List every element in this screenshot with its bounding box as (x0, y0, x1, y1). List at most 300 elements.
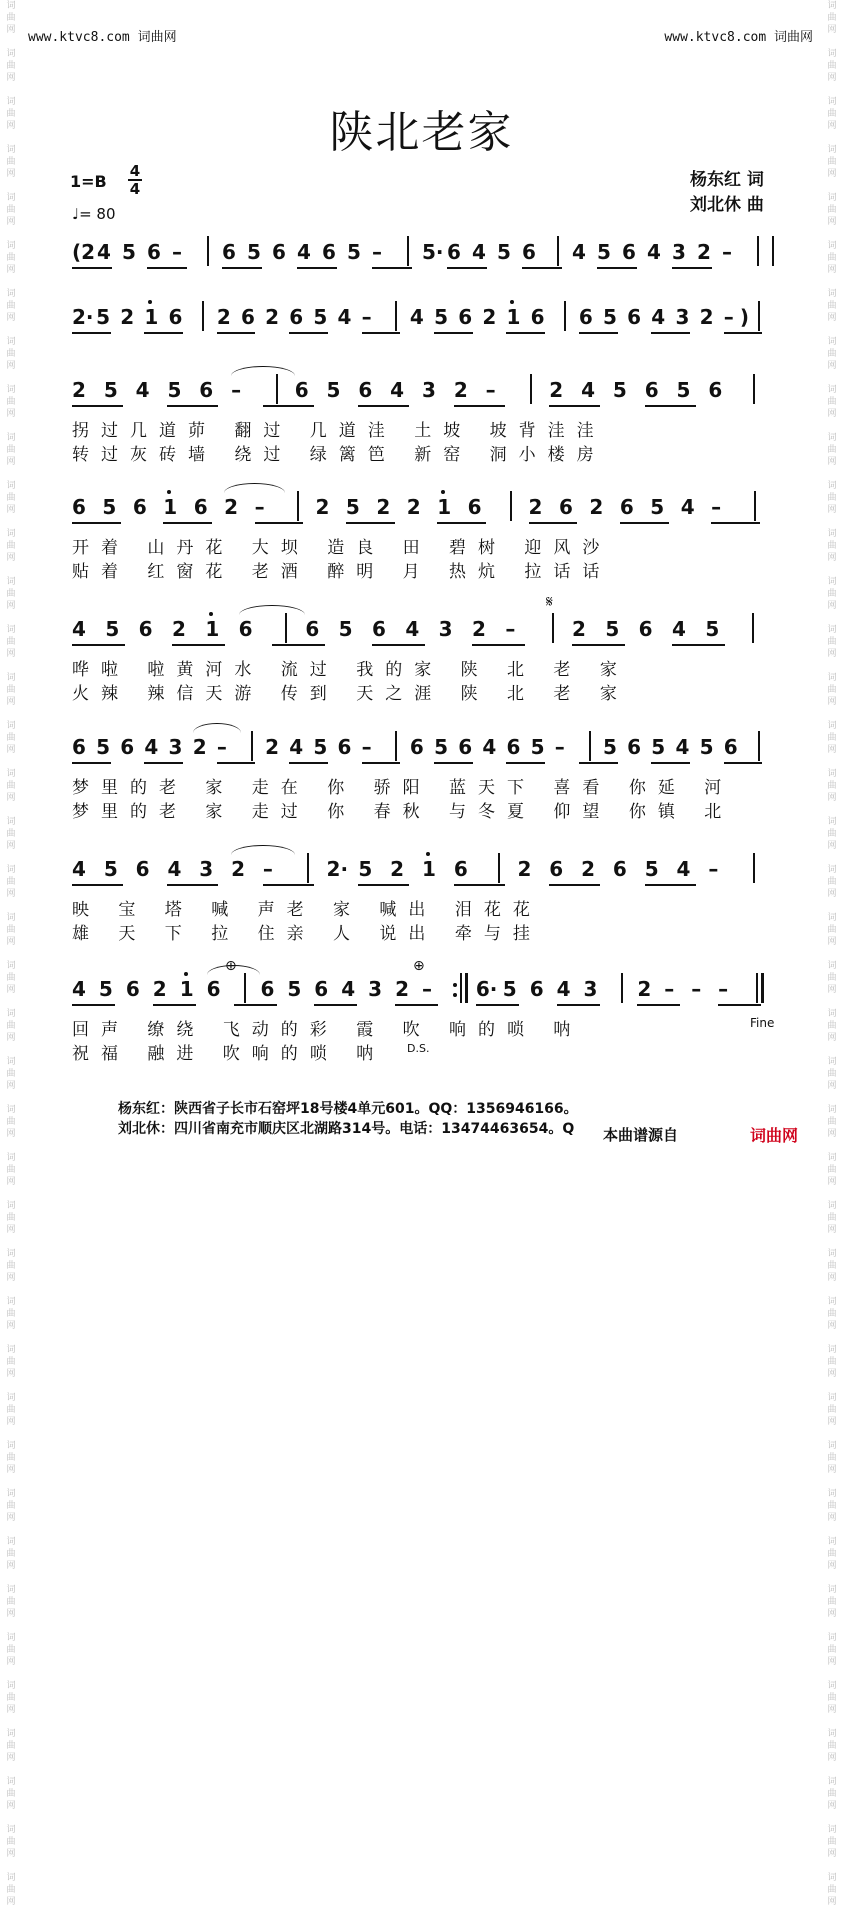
barline (395, 301, 397, 331)
note: 5 (434, 305, 448, 329)
barline (460, 973, 462, 1003)
note: 6 (612, 857, 627, 881)
barline (395, 731, 397, 761)
barline (202, 301, 204, 331)
note: 6 (358, 378, 373, 402)
beam (454, 884, 505, 886)
beam (637, 1004, 680, 1006)
note: – (723, 305, 734, 329)
note: 4 (405, 617, 420, 641)
note: 6 (322, 240, 336, 264)
time-signature (128, 164, 142, 196)
lyric-verse-2: 雄 天 下 拉 住亲 人 说出 牵与挂 (72, 924, 542, 944)
octave-dot (167, 490, 171, 494)
note: – (718, 977, 729, 1001)
note: ) (739, 305, 749, 329)
note: 4 (482, 735, 497, 759)
beam (395, 1004, 438, 1006)
note: – (172, 240, 182, 264)
note: 4 (167, 857, 182, 881)
note: 3 (422, 378, 436, 402)
note: 6 (506, 735, 521, 759)
site-url-left[interactable]: www.ktvc8.com 词曲网 (28, 30, 177, 45)
note: 2 (390, 857, 405, 881)
note: 6 (447, 240, 461, 264)
note: 2 (572, 617, 586, 641)
note: (2 (72, 240, 96, 264)
meter-top: 4 (129, 162, 141, 180)
note: 2 (517, 857, 532, 881)
note: – (254, 495, 265, 519)
note: 6 (337, 735, 352, 759)
note: 4 (135, 378, 150, 402)
brand-logo[interactable]: 词曲网 (750, 1126, 799, 1145)
note: 6 (453, 857, 468, 881)
note: 3 (675, 305, 690, 329)
note: 6 (199, 378, 214, 402)
beam (147, 267, 187, 269)
barline (276, 374, 278, 404)
lyric-verse-1: 哗啦 啦黄河水 流过 我的家 陕 北 老 家 (72, 660, 629, 680)
note: 5 (103, 378, 118, 402)
note: 4 (341, 977, 356, 1001)
beam (506, 332, 545, 334)
beam (346, 522, 395, 524)
note: 2 (482, 305, 497, 329)
beam (557, 1004, 600, 1006)
note: 6 (467, 495, 482, 519)
note: 2 (265, 735, 280, 759)
note: 4 (72, 857, 86, 881)
note: 1 (437, 495, 452, 519)
note: 5 (338, 617, 353, 641)
lyric-verse-1: 梦里的老 家 走在 你 骄阳 蓝天下 喜看 你延 河 (72, 778, 734, 798)
note: 4 (676, 857, 691, 881)
note: 6 (619, 495, 634, 519)
note: 2· (72, 305, 94, 329)
beam (289, 332, 328, 334)
slur (231, 366, 295, 376)
note: 5 (326, 378, 341, 402)
note: 4 (297, 240, 311, 264)
beam (718, 1004, 761, 1006)
beam (651, 762, 690, 764)
beam (272, 644, 325, 646)
beam (434, 762, 473, 764)
beam (314, 1004, 357, 1006)
beam (620, 522, 669, 524)
beam (217, 762, 256, 764)
note: – (554, 735, 565, 759)
beam (372, 267, 412, 269)
note: 5 (605, 617, 620, 641)
beam (454, 405, 505, 407)
beam (217, 332, 256, 334)
note: 6 (294, 378, 309, 402)
note: 3 (368, 977, 383, 1001)
beam (672, 267, 712, 269)
octave-dot (426, 852, 430, 856)
lyric-verse-1: 开着 山丹花 大坝 造良 田 碧树 迎风沙 (72, 538, 612, 558)
barline (557, 236, 559, 266)
note: 2 (528, 495, 543, 519)
barline (498, 853, 500, 883)
note: 6 (638, 617, 653, 641)
double-barline (761, 973, 764, 1003)
beam (549, 884, 600, 886)
slur (193, 723, 241, 733)
note: 2 (549, 378, 564, 402)
octave-dot (209, 612, 213, 616)
lyric-verse-1: 回声 缭绕 飞动的彩 霞 吹 响的唢 呐 (72, 1020, 583, 1040)
beam (472, 644, 525, 646)
barline (758, 301, 760, 331)
note: 6 (168, 305, 183, 329)
note: 2 (216, 305, 231, 329)
note: 5 (247, 240, 261, 264)
note: 2 (224, 495, 239, 519)
beam (72, 762, 111, 764)
note: – (231, 378, 242, 402)
beam (144, 332, 183, 334)
note: 6 (193, 495, 208, 519)
note: 6 (622, 240, 636, 264)
note: 4 (390, 378, 405, 402)
slur (231, 845, 295, 855)
note: 2 (192, 735, 207, 759)
beam (144, 762, 183, 764)
octave-dot (148, 300, 152, 304)
lyricist-credit: 杨东红 词 (690, 170, 764, 190)
barline-end (772, 236, 774, 266)
note: – (372, 240, 382, 264)
note: 6 (578, 305, 593, 329)
beam (549, 405, 600, 407)
note: 2 (581, 857, 595, 881)
note: 2 (231, 857, 245, 881)
lyric-verse-2: 火辣 辣信天游 传到 天之涯 陕 北 老 家 (72, 684, 629, 704)
note: 2· (326, 857, 349, 881)
beam (297, 267, 337, 269)
song-title: 陕北老家 (329, 107, 514, 158)
note: – (216, 735, 227, 759)
note: 5 (167, 378, 182, 402)
barline (285, 613, 287, 643)
note: 1 (144, 305, 159, 329)
note: – (505, 617, 516, 641)
note: 5 (105, 617, 120, 641)
note: 5 (313, 305, 328, 329)
note: 5 (644, 857, 659, 881)
note: 3 (672, 240, 686, 264)
note: 1 (179, 977, 194, 1001)
barline (752, 613, 754, 643)
note: 2 (120, 305, 135, 329)
beam (72, 405, 123, 407)
beam (579, 332, 618, 334)
note: 4 (337, 305, 352, 329)
beam (724, 332, 763, 334)
note: 6 (723, 735, 738, 759)
lyric-verse-1: 拐过几道茆 翻过 几道洼 土坡 坡背洼洼 (72, 421, 606, 441)
note: 5 (705, 617, 720, 641)
composer-credit: 刘北休 曲 (690, 195, 764, 215)
barline (753, 853, 755, 883)
watermark-left: 词 曲 网 词 曲 网 词 曲 网 词 曲 网 词 曲 网 词 曲 网 词 曲 网 词 曲 网 词 曲 网 词 曲 网 词 曲 网 词 曲 网 词 曲 网 词 曲 网 词 曲 网 词 曲 网 词 曲 网 词 曲 网 词 曲 网 词 曲 网 词 曲 网 词 曲 网 词 曲 网 词 曲 网 词 曲 网 词 曲 网 词 曲 网 词 曲 网 词 曲 网 词 曲 网 词 曲 网 词 曲 网 词 曲 网 词 曲 网 词 曲 网 词 曲 网 词 曲 网 词 曲 网 词 曲 网 词 曲 网 (6, 1, 16, 1907)
note: 4 (675, 735, 690, 759)
note: 1 (422, 857, 436, 881)
note: 2 (406, 495, 421, 519)
note: 6 (708, 378, 723, 402)
note: 3 (583, 977, 598, 1001)
note: 5 (676, 378, 691, 402)
note: 6 (260, 977, 275, 1001)
note: – (361, 305, 372, 329)
note: 6 (644, 378, 659, 402)
beam (72, 1004, 115, 1006)
barline (756, 973, 758, 1003)
beam (645, 884, 696, 886)
note: 6 (372, 617, 386, 641)
barline (589, 731, 591, 761)
note: 5 (497, 240, 511, 264)
note: 3 (199, 857, 214, 881)
note: 6 (522, 240, 536, 264)
note: 4 (144, 735, 159, 759)
beam (651, 332, 690, 334)
note: 6· (475, 977, 498, 1001)
barline (244, 973, 246, 1003)
key-signature: 1=B (70, 172, 107, 191)
note: 4 (472, 240, 486, 264)
note: – (691, 977, 702, 1001)
note: 2 (265, 305, 280, 329)
note: 4 (97, 240, 111, 264)
beam (529, 522, 578, 524)
beam (506, 762, 545, 764)
note: 5 (358, 857, 373, 881)
note: 3 (168, 735, 183, 759)
note: 2 (699, 305, 714, 329)
barline (407, 236, 409, 266)
note: 1 (506, 305, 521, 329)
beam (711, 522, 760, 524)
octave-dot (441, 490, 445, 494)
barline (297, 491, 299, 521)
footer-composer-contact: 刘北休：四川省南充市顺庆区北湖路314号。电话：13474463654。Q (118, 1121, 575, 1137)
fine-mark: Fine (750, 1016, 775, 1030)
beam (672, 644, 725, 646)
lyric-verse-2: 祝福 融进 吹响的唢 呐 (72, 1044, 386, 1064)
note: 2 (315, 495, 330, 519)
beam (172, 644, 225, 646)
note: 4 (72, 977, 86, 1001)
note: 5 (597, 240, 611, 264)
beam (222, 267, 262, 269)
note: 2 (453, 378, 468, 402)
beam (372, 644, 425, 646)
note: – (711, 495, 722, 519)
beam (597, 267, 637, 269)
note: 6 (222, 240, 236, 264)
note: 5 (650, 495, 665, 519)
barline (530, 374, 532, 404)
barline (510, 491, 512, 521)
beam (72, 884, 123, 886)
note: 6 (530, 305, 545, 329)
note: – (485, 378, 496, 402)
beam (579, 762, 618, 764)
note: 5 (699, 735, 714, 759)
note: 5 (102, 495, 117, 519)
note: 6 (529, 977, 544, 1001)
beam (724, 762, 763, 764)
beam (263, 884, 314, 886)
repeat-dot (453, 993, 457, 997)
note: 4 (289, 735, 304, 759)
note: 6 (272, 240, 286, 264)
note: 6 (240, 305, 255, 329)
beam (163, 522, 212, 524)
footer-lyricist-contact: 杨东红：陕西省子长市石窑坪18号楼4单元601。QQ：1356946166。 (118, 1101, 578, 1117)
note: 4 (651, 305, 666, 329)
barline (621, 973, 623, 1003)
octave-dot (184, 972, 188, 976)
note: 4 (647, 240, 661, 264)
double-barline (465, 973, 468, 1003)
note: 6 (289, 305, 304, 329)
ds-mark: D.S. (407, 1042, 430, 1055)
lyric-verse-2: 贴着 红窗花 老酒 醉明 月 热炕 拉话话 (72, 562, 612, 582)
note: 6 (132, 495, 147, 519)
note: 5 (434, 735, 448, 759)
note: 5 (287, 977, 302, 1001)
barline (251, 731, 253, 761)
barline (758, 731, 760, 761)
beam (72, 522, 121, 524)
note: 2 (72, 378, 86, 402)
note: 1 (205, 617, 220, 641)
note: 2 (589, 495, 604, 519)
note: – (422, 977, 432, 1001)
beam (167, 405, 218, 407)
note: 6 (627, 735, 642, 759)
note: 2 (152, 977, 167, 1001)
coda-mark: ⊕ (413, 958, 425, 974)
coda-mark: ⊕ (225, 958, 237, 974)
beam (362, 762, 401, 764)
lyric-verse-1: 映 宝 塔 喊 声老 家 喊出 泪花花 (72, 900, 542, 920)
barline (552, 613, 554, 643)
note: 2 (376, 495, 391, 519)
note: 6 (138, 617, 153, 641)
note: 6 (147, 240, 161, 264)
note: 5 (612, 378, 627, 402)
note: 5 (651, 735, 666, 759)
note: 2 (172, 617, 186, 641)
note: 5 (347, 240, 361, 264)
note: 4 (72, 617, 86, 641)
beam (72, 332, 111, 334)
note: 6 (72, 495, 86, 519)
note: 5 (98, 977, 113, 1001)
note: 4 (680, 495, 695, 519)
barline (754, 491, 756, 521)
note: – (708, 857, 719, 881)
barline (757, 236, 759, 266)
note: 6 (627, 305, 642, 329)
lyric-verse-2: 转过灰砖墙 绕过 绿篱笆 新窑 洞小楼房 (72, 445, 606, 465)
note: 2 (395, 977, 409, 1001)
barline (207, 236, 209, 266)
beam (476, 1004, 519, 1006)
barline (307, 853, 309, 883)
note: – (262, 857, 273, 881)
note: 6 (238, 617, 253, 641)
note: 6 (135, 857, 150, 881)
barline (564, 301, 566, 331)
note: 6 (549, 857, 564, 881)
watermark-right: 词 曲 网 词 曲 网 词 曲 网 词 曲 网 词 曲 网 词 曲 网 词 曲 网 词 曲 网 词 曲 网 词 曲 网 词 曲 网 词 曲 网 词 曲 网 词 曲 网 词 曲 网 词 曲 网 词 曲 网 词 曲 网 词 曲 网 词 曲 网 词 曲 网 词 曲 网 词 曲 网 词 曲 网 词 曲 网 词 曲 网 词 曲 网 词 曲 网 词 曲 网 词 曲 网 词 曲 网 词 曲 网 词 曲 网 词 曲 网 词 曲 网 词 曲 网 词 曲 网 词 曲 网 词 曲 网 词 曲 网 (827, 1, 837, 1907)
note: 4 (581, 378, 595, 402)
note: 6 (120, 735, 135, 759)
note: 6 (409, 735, 424, 759)
note: 5 (345, 495, 360, 519)
note: 2 (637, 977, 652, 1001)
note: 4 (556, 977, 571, 1001)
note: 6 (125, 977, 140, 1001)
meter-bottom: 4 (129, 180, 141, 198)
note: 5 (313, 735, 328, 759)
beam (289, 762, 328, 764)
beam (434, 332, 473, 334)
note: 5 (96, 305, 111, 329)
note: 5 (530, 735, 545, 759)
note: 5 (122, 240, 136, 264)
note: 3 (438, 617, 453, 641)
barline (753, 374, 755, 404)
beam (447, 267, 487, 269)
beam (645, 405, 696, 407)
beam (572, 644, 625, 646)
slur (224, 483, 285, 493)
tempo-mark: ♩= 80 (72, 205, 116, 223)
note: 6 (558, 495, 573, 519)
beam (263, 405, 314, 407)
lyric-verse-2: 梦里的老 家 走过 你 春秋 与冬夏 仰望 你镇 北 (72, 802, 734, 822)
note: 5 (103, 857, 118, 881)
note: – (664, 977, 675, 1001)
octave-dot (510, 300, 514, 304)
note: – (722, 240, 732, 264)
source-note: 本曲谱源自 (603, 1126, 679, 1144)
note: 6 (458, 735, 473, 759)
beam (72, 267, 112, 269)
note: 6 (72, 735, 86, 759)
beam (358, 884, 409, 886)
slur (239, 605, 306, 615)
beam (358, 405, 409, 407)
note: 6 (314, 977, 329, 1001)
note: 4 (672, 617, 686, 641)
note: 4 (409, 305, 424, 329)
beam (522, 267, 562, 269)
note: 1 (163, 495, 178, 519)
segno-mark: 𝄋 (546, 592, 553, 611)
note: 2 (697, 240, 711, 264)
beam (72, 644, 125, 646)
site-url-right[interactable]: www.ktvc8.com 词曲网 (664, 30, 813, 45)
